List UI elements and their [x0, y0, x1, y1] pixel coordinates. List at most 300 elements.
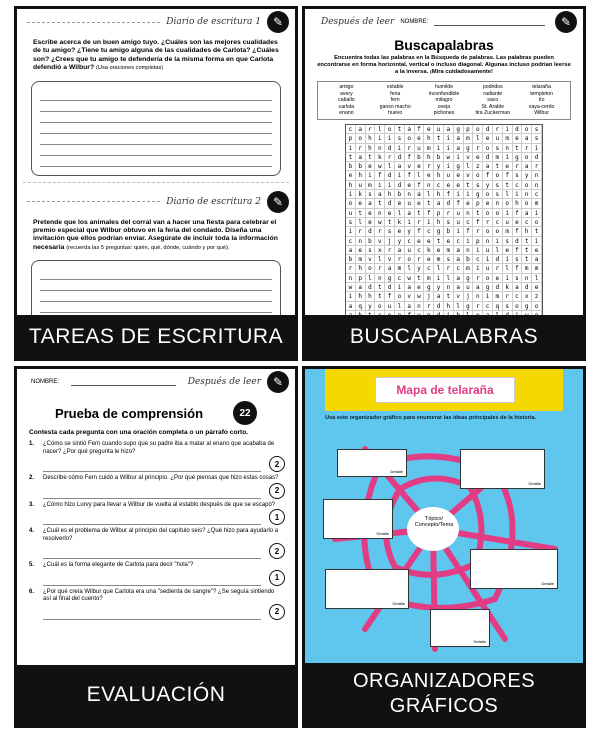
- grid-letter[interactable]: n: [464, 246, 474, 255]
- grid-letter[interactable]: n: [493, 199, 503, 208]
- answer-line[interactable]: [43, 619, 261, 620]
- grid-letter[interactable]: i: [532, 237, 542, 246]
- grid-letter[interactable]: d: [493, 283, 503, 292]
- grid-letter[interactable]: e: [356, 199, 366, 208]
- grid-letter[interactable]: l: [385, 162, 395, 171]
- grid-letter[interactable]: r: [473, 302, 483, 311]
- grid-letter[interactable]: m: [444, 246, 454, 255]
- grid-letter[interactable]: i: [454, 153, 464, 162]
- grid-letter[interactable]: t: [434, 237, 444, 246]
- grid-letter[interactable]: i: [434, 144, 444, 153]
- grid-letter[interactable]: t: [473, 209, 483, 218]
- grid-letter[interactable]: l: [395, 209, 405, 218]
- grid-letter[interactable]: d: [444, 199, 454, 208]
- grid-letter[interactable]: e: [415, 199, 425, 208]
- grid-letter[interactable]: f: [405, 153, 415, 162]
- grid-letter[interactable]: i: [532, 144, 542, 153]
- grid-letter[interactable]: e: [483, 134, 493, 143]
- grid-letter[interactable]: r: [366, 125, 376, 134]
- grid-letter[interactable]: f: [513, 209, 523, 218]
- grid-letter[interactable]: a: [385, 264, 395, 273]
- grid-letter[interactable]: r: [385, 153, 395, 162]
- grid-letter[interactable]: s: [493, 144, 503, 153]
- grid-letter[interactable]: l: [532, 274, 542, 283]
- grid-letter[interactable]: o: [395, 292, 405, 301]
- grid-letter[interactable]: d: [366, 283, 376, 292]
- grid-letter[interactable]: k: [356, 190, 366, 199]
- grid-letter[interactable]: x: [522, 292, 532, 301]
- grid-letter[interactable]: t: [375, 283, 385, 292]
- grid-letter[interactable]: r: [444, 209, 454, 218]
- grid-letter[interactable]: e: [424, 125, 434, 134]
- grid-letter[interactable]: f: [405, 171, 415, 180]
- grid-letter[interactable]: o: [346, 199, 356, 208]
- grid-letter[interactable]: h: [424, 134, 434, 143]
- grid-letter[interactable]: i: [483, 292, 493, 301]
- grid-letter[interactable]: n: [346, 274, 356, 283]
- grid-letter[interactable]: d: [434, 302, 444, 311]
- grid-letter[interactable]: h: [434, 171, 444, 180]
- grid-letter[interactable]: p: [346, 134, 356, 143]
- grid-letter[interactable]: e: [405, 181, 415, 190]
- grid-letter[interactable]: e: [415, 162, 425, 171]
- grid-letter[interactable]: l: [395, 302, 405, 311]
- grid-letter[interactable]: t: [503, 181, 513, 190]
- grid-letter[interactable]: m: [493, 153, 503, 162]
- grid-letter[interactable]: o: [493, 171, 503, 180]
- grid-letter[interactable]: t: [415, 209, 425, 218]
- grid-letter[interactable]: g: [454, 125, 464, 134]
- grid-letter[interactable]: m: [434, 255, 444, 264]
- grid-letter[interactable]: r: [522, 144, 532, 153]
- grid-letter[interactable]: c: [464, 218, 474, 227]
- grid-letter[interactable]: s: [395, 134, 405, 143]
- grid-letter[interactable]: t: [493, 162, 503, 171]
- answer-line[interactable]: [43, 498, 261, 499]
- grid-letter[interactable]: g: [385, 274, 395, 283]
- grid-letter[interactable]: a: [405, 209, 415, 218]
- grid-letter[interactable]: l: [356, 218, 366, 227]
- grid-letter[interactable]: a: [454, 134, 464, 143]
- grid-letter[interactable]: l: [405, 264, 415, 273]
- grid-letter[interactable]: i: [464, 237, 474, 246]
- grid-letter[interactable]: e: [503, 246, 513, 255]
- grid-letter[interactable]: m: [424, 274, 434, 283]
- grid-letter[interactable]: a: [532, 255, 542, 264]
- grid-letter[interactable]: t: [424, 199, 434, 208]
- grid-letter[interactable]: o: [405, 255, 415, 264]
- grid-letter[interactable]: o: [493, 209, 503, 218]
- grid-letter[interactable]: i: [513, 190, 523, 199]
- grid-letter[interactable]: m: [464, 264, 474, 273]
- grid-letter[interactable]: w: [375, 162, 385, 171]
- grid-letter[interactable]: a: [356, 153, 366, 162]
- grid-letter[interactable]: i: [473, 264, 483, 273]
- grid-letter[interactable]: i: [444, 134, 454, 143]
- grid-letter[interactable]: v: [405, 292, 415, 301]
- grid-letter[interactable]: c: [483, 302, 493, 311]
- grid-letter[interactable]: p: [356, 274, 366, 283]
- grid-letter[interactable]: d: [385, 144, 395, 153]
- grid-letter[interactable]: d: [483, 125, 493, 134]
- grid-letter[interactable]: e: [464, 199, 474, 208]
- grid-letter[interactable]: k: [503, 283, 513, 292]
- grid-letter[interactable]: g: [513, 153, 523, 162]
- grid-letter[interactable]: n: [532, 171, 542, 180]
- grid-letter[interactable]: s: [513, 171, 523, 180]
- grid-letter[interactable]: r: [375, 227, 385, 236]
- grid-letter[interactable]: n: [424, 181, 434, 190]
- grid-letter[interactable]: o: [503, 199, 513, 208]
- grid-letter[interactable]: i: [503, 153, 513, 162]
- grid-letter[interactable]: s: [366, 190, 376, 199]
- grid-letter[interactable]: y: [434, 162, 444, 171]
- grid-letter[interactable]: c: [532, 190, 542, 199]
- grid-letter[interactable]: d: [513, 237, 523, 246]
- grid-letter[interactable]: f: [415, 181, 425, 190]
- grid-letter[interactable]: l: [375, 125, 385, 134]
- grid-letter[interactable]: y: [366, 302, 376, 311]
- grid-letter[interactable]: k: [424, 246, 434, 255]
- grid-letter[interactable]: l: [444, 274, 454, 283]
- grid-letter[interactable]: r: [415, 218, 425, 227]
- grid-letter[interactable]: e: [415, 134, 425, 143]
- grid-letter[interactable]: v: [366, 255, 376, 264]
- grid-letter[interactable]: i: [503, 209, 513, 218]
- grid-letter[interactable]: b: [346, 255, 356, 264]
- grid-letter[interactable]: d: [385, 171, 395, 180]
- grid-letter[interactable]: e: [424, 255, 434, 264]
- grid-letter[interactable]: y: [405, 227, 415, 236]
- grid-letter[interactable]: i: [464, 190, 474, 199]
- answer-line[interactable]: [43, 558, 261, 559]
- grid-letter[interactable]: i: [346, 190, 356, 199]
- grid-letter[interactable]: i: [375, 134, 385, 143]
- grid-letter[interactable]: g: [522, 302, 532, 311]
- grid-letter[interactable]: c: [395, 274, 405, 283]
- grid-letter[interactable]: e: [503, 162, 513, 171]
- grid-letter[interactable]: n: [473, 292, 483, 301]
- grid-letter[interactable]: i: [454, 227, 464, 236]
- grid-letter[interactable]: o: [385, 125, 395, 134]
- grid-letter[interactable]: c: [346, 125, 356, 134]
- grid-letter[interactable]: s: [513, 274, 523, 283]
- grid-letter[interactable]: n: [444, 283, 454, 292]
- grid-letter[interactable]: l: [375, 255, 385, 264]
- grid-letter[interactable]: s: [385, 227, 395, 236]
- grid-letter[interactable]: c: [473, 255, 483, 264]
- grid-letter[interactable]: v: [464, 171, 474, 180]
- grid-letter[interactable]: x: [375, 246, 385, 255]
- grid-letter[interactable]: a: [346, 246, 356, 255]
- grid-letter[interactable]: s: [444, 218, 454, 227]
- grid-letter[interactable]: s: [473, 181, 483, 190]
- grid-letter[interactable]: r: [473, 227, 483, 236]
- grid-letter[interactable]: o: [513, 302, 523, 311]
- grid-letter[interactable]: o: [483, 190, 493, 199]
- grid-letter[interactable]: r: [513, 162, 523, 171]
- grid-letter[interactable]: l: [503, 264, 513, 273]
- grid-letter[interactable]: f: [385, 292, 395, 301]
- grid-letter[interactable]: s: [513, 255, 523, 264]
- grid-letter[interactable]: e: [532, 283, 542, 292]
- grid-letter[interactable]: n: [375, 144, 385, 153]
- grid-letter[interactable]: y: [434, 283, 444, 292]
- answer-line[interactable]: [43, 524, 261, 525]
- grid-letter[interactable]: r: [395, 255, 405, 264]
- grid-letter[interactable]: a: [473, 283, 483, 292]
- grid-letter[interactable]: o: [522, 199, 532, 208]
- grid-letter[interactable]: a: [346, 302, 356, 311]
- grid-letter[interactable]: i: [444, 144, 454, 153]
- grid-letter[interactable]: h: [424, 153, 434, 162]
- grid-letter[interactable]: t: [395, 125, 405, 134]
- grid-letter[interactable]: a: [522, 162, 532, 171]
- grid-letter[interactable]: h: [513, 199, 523, 208]
- grid-letter[interactable]: e: [415, 237, 425, 246]
- grid-letter[interactable]: y: [483, 181, 493, 190]
- grid-letter[interactable]: m: [395, 264, 405, 273]
- grid-letter[interactable]: m: [503, 227, 513, 236]
- grid-letter[interactable]: u: [405, 199, 415, 208]
- grid-letter[interactable]: z: [473, 162, 483, 171]
- name-field[interactable]: [71, 378, 176, 386]
- grid-letter[interactable]: i: [366, 171, 376, 180]
- grid-letter[interactable]: t: [522, 237, 532, 246]
- grid-letter[interactable]: s: [493, 181, 503, 190]
- grid-letter[interactable]: m: [532, 264, 542, 273]
- grid-letter[interactable]: e: [395, 199, 405, 208]
- grid-letter[interactable]: o: [532, 302, 542, 311]
- grid-letter[interactable]: m: [356, 255, 366, 264]
- grid-letter[interactable]: d: [395, 181, 405, 190]
- grid-letter[interactable]: r: [424, 162, 434, 171]
- grid-letter[interactable]: v: [454, 292, 464, 301]
- grid-letter[interactable]: i: [503, 255, 513, 264]
- grid-letter[interactable]: a: [356, 125, 366, 134]
- grid-letter[interactable]: l: [424, 190, 434, 199]
- grid-letter[interactable]: t: [434, 134, 444, 143]
- answer-line[interactable]: [43, 471, 261, 472]
- grid-letter[interactable]: c: [522, 218, 532, 227]
- grid-letter[interactable]: e: [454, 181, 464, 190]
- grid-letter[interactable]: g: [454, 162, 464, 171]
- grid-letter[interactable]: i: [346, 292, 356, 301]
- grid-letter[interactable]: m: [532, 199, 542, 208]
- grid-letter[interactable]: h: [346, 181, 356, 190]
- grid-letter[interactable]: s: [444, 255, 454, 264]
- grid-letter[interactable]: o: [405, 134, 415, 143]
- grid-letter[interactable]: r: [424, 302, 434, 311]
- grid-letter[interactable]: p: [473, 199, 483, 208]
- grid-letter[interactable]: t: [375, 292, 385, 301]
- grid-letter[interactable]: w: [346, 283, 356, 292]
- grid-letter[interactable]: i: [405, 218, 415, 227]
- grid-letter[interactable]: d: [493, 255, 503, 264]
- grid-letter[interactable]: u: [346, 209, 356, 218]
- grid-letter[interactable]: t: [444, 292, 454, 301]
- grid-letter[interactable]: e: [356, 246, 366, 255]
- grid-letter[interactable]: f: [415, 125, 425, 134]
- grid-letter[interactable]: a: [454, 255, 464, 264]
- grid-letter[interactable]: s: [346, 218, 356, 227]
- grid-letter[interactable]: y: [395, 237, 405, 246]
- grid-letter[interactable]: q: [356, 302, 366, 311]
- grid-letter[interactable]: d: [522, 283, 532, 292]
- grid-letter[interactable]: g: [483, 283, 493, 292]
- grid-letter[interactable]: l: [415, 171, 425, 180]
- grid-letter[interactable]: e: [444, 237, 454, 246]
- grid-letter[interactable]: a: [405, 125, 415, 134]
- grid-letter[interactable]: o: [522, 181, 532, 190]
- grid-letter[interactable]: d: [532, 153, 542, 162]
- grid-letter[interactable]: u: [454, 218, 464, 227]
- grid-letter[interactable]: h: [385, 190, 395, 199]
- grid-letter[interactable]: u: [434, 125, 444, 134]
- grid-letter[interactable]: f: [424, 209, 434, 218]
- grid-letter[interactable]: i: [395, 144, 405, 153]
- grid-letter[interactable]: g: [424, 283, 434, 292]
- grid-letter[interactable]: g: [473, 190, 483, 199]
- grid-letter[interactable]: t: [385, 218, 395, 227]
- grid-letter[interactable]: f: [513, 264, 523, 273]
- grid-letter[interactable]: i: [454, 190, 464, 199]
- grid-letter[interactable]: a: [522, 134, 532, 143]
- name-field[interactable]: [434, 18, 545, 26]
- grid-letter[interactable]: g: [464, 302, 474, 311]
- grid-letter[interactable]: f: [415, 227, 425, 236]
- grid-letter[interactable]: y: [522, 171, 532, 180]
- grid-letter[interactable]: a: [366, 199, 376, 208]
- grid-letter[interactable]: o: [375, 302, 385, 311]
- grid-letter[interactable]: t: [375, 199, 385, 208]
- grid-letter[interactable]: a: [375, 190, 385, 199]
- grid-letter[interactable]: r: [405, 144, 415, 153]
- grid-letter[interactable]: u: [483, 264, 493, 273]
- grid-letter[interactable]: e: [473, 153, 483, 162]
- grid-letter[interactable]: i: [483, 255, 493, 264]
- grid-letter[interactable]: g: [464, 144, 474, 153]
- grid-letter[interactable]: c: [346, 237, 356, 246]
- grid-letter[interactable]: c: [424, 227, 434, 236]
- grid-letter[interactable]: e: [424, 237, 434, 246]
- grid-letter[interactable]: u: [385, 302, 395, 311]
- grid-letter[interactable]: h: [366, 134, 376, 143]
- grid-letter[interactable]: e: [366, 218, 376, 227]
- detail-box-1[interactable]: [337, 449, 407, 477]
- grid-letter[interactable]: v: [385, 255, 395, 264]
- grid-letter[interactable]: i: [346, 144, 356, 153]
- grid-letter[interactable]: a: [415, 190, 425, 199]
- grid-letter[interactable]: a: [454, 283, 464, 292]
- grid-letter[interactable]: c: [454, 264, 464, 273]
- grid-letter[interactable]: o: [483, 227, 493, 236]
- grid-letter[interactable]: h: [366, 144, 376, 153]
- grid-letter[interactable]: o: [493, 227, 503, 236]
- grid-letter[interactable]: r: [375, 264, 385, 273]
- grid-letter[interactable]: w: [375, 218, 385, 227]
- grid-letter[interactable]: u: [444, 171, 454, 180]
- grid-letter[interactable]: k: [395, 218, 405, 227]
- grid-letter[interactable]: a: [356, 283, 366, 292]
- grid-letter[interactable]: t: [464, 181, 474, 190]
- grid-letter[interactable]: a: [483, 162, 493, 171]
- grid-letter[interactable]: r: [503, 292, 513, 301]
- grid-letter[interactable]: f: [513, 227, 523, 236]
- grid-letter[interactable]: o: [532, 218, 542, 227]
- grid-letter[interactable]: d: [385, 199, 395, 208]
- grid-letter[interactable]: g: [464, 274, 474, 283]
- grid-letter[interactable]: c: [415, 246, 425, 255]
- grid-letter[interactable]: s: [366, 246, 376, 255]
- grid-letter[interactable]: t: [532, 227, 542, 236]
- grid-letter[interactable]: n: [405, 190, 415, 199]
- grid-letter[interactable]: u: [483, 246, 493, 255]
- grid-letter[interactable]: t: [415, 274, 425, 283]
- grid-letter[interactable]: s: [532, 134, 542, 143]
- grid-letter[interactable]: n: [503, 144, 513, 153]
- grid-letter[interactable]: i: [385, 134, 395, 143]
- grid-letter[interactable]: z: [532, 292, 542, 301]
- grid-letter[interactable]: c: [434, 181, 444, 190]
- grid-letter[interactable]: r: [444, 264, 454, 273]
- grid-letter[interactable]: c: [513, 181, 523, 190]
- grid-letter[interactable]: i: [395, 283, 405, 292]
- grid-letter[interactable]: m: [464, 134, 474, 143]
- grid-letter[interactable]: j: [464, 292, 474, 301]
- grid-letter[interactable]: a: [522, 209, 532, 218]
- grid-letter[interactable]: d: [483, 153, 493, 162]
- grid-letter[interactable]: u: [454, 209, 464, 218]
- grid-letter[interactable]: b: [415, 153, 425, 162]
- grid-letter[interactable]: n: [375, 274, 385, 283]
- grid-letter[interactable]: e: [444, 181, 454, 190]
- grid-letter[interactable]: l: [366, 274, 376, 283]
- grid-letter[interactable]: k: [375, 153, 385, 162]
- grid-letter[interactable]: o: [483, 274, 493, 283]
- grid-letter[interactable]: a: [454, 144, 464, 153]
- grid-letter[interactable]: d: [513, 125, 523, 134]
- grid-letter[interactable]: n: [415, 302, 425, 311]
- grid-letter[interactable]: d: [395, 153, 405, 162]
- grid-letter[interactable]: t: [513, 144, 523, 153]
- grid-letter[interactable]: e: [493, 274, 503, 283]
- grid-letter[interactable]: e: [395, 227, 405, 236]
- grid-letter[interactable]: e: [346, 171, 356, 180]
- grid-letter[interactable]: i: [385, 181, 395, 190]
- grid-letter[interactable]: e: [366, 209, 376, 218]
- grid-letter[interactable]: n: [532, 181, 542, 190]
- grid-letter[interactable]: i: [444, 162, 454, 171]
- grid-letter[interactable]: j: [385, 237, 395, 246]
- grid-letter[interactable]: m: [493, 292, 503, 301]
- grid-letter[interactable]: u: [405, 246, 415, 255]
- grid-letter[interactable]: i: [532, 209, 542, 218]
- grid-letter[interactable]: r: [473, 144, 483, 153]
- grid-letter[interactable]: e: [513, 134, 523, 143]
- grid-letter[interactable]: r: [473, 274, 483, 283]
- grid-letter[interactable]: e: [483, 199, 493, 208]
- grid-letter[interactable]: s: [493, 190, 503, 199]
- grid-letter[interactable]: a: [454, 274, 464, 283]
- detail-box-6[interactable]: [430, 609, 490, 647]
- detail-box-5[interactable]: [325, 569, 409, 609]
- grid-letter[interactable]: m: [522, 264, 532, 273]
- grid-letter[interactable]: u: [503, 218, 513, 227]
- grid-letter[interactable]: d: [366, 227, 376, 236]
- grid-letter[interactable]: e: [366, 162, 376, 171]
- grid-letter[interactable]: y: [415, 264, 425, 273]
